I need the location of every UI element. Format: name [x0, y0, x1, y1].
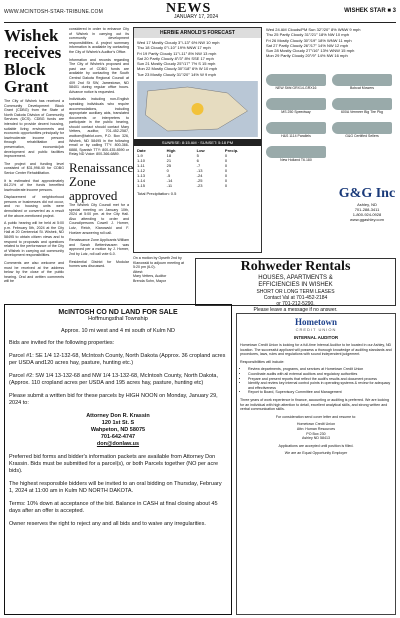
forecast-day: Fri 19 Partly Cloudy 11°/-11° 8% NW 13 mph	[137, 50, 217, 56]
until-filled: Applications are accepted until position is filled.	[278, 443, 354, 448]
list-item: • Report to Board, Supervisory Committee and Management	[248, 390, 392, 395]
table-cell: -25	[196, 178, 203, 184]
hometown-logo	[240, 317, 392, 332]
table-cell: 0	[224, 173, 228, 179]
paragraph: The project and funding level consisted of $31,998.40 for CDBG Senior Center Rehabilitation.	[4, 161, 64, 175]
equipment-image	[266, 98, 326, 110]
equipment-item	[332, 122, 392, 140]
table-cell: 0	[224, 158, 228, 164]
table-cell: 1-13	[137, 173, 146, 179]
equipment-image	[332, 74, 392, 86]
land-paragraph: Owner reserves the right to reject any and all bids and to waive any irregularities.	[9, 521, 206, 527]
forecast-day: Tue 23 Mostly Cloudy 31°/20° 14% W 9 mph	[137, 71, 217, 77]
equipment-item	[332, 74, 392, 92]
equipment-label: 600A Vermeer Big Tire Pkg	[340, 110, 384, 114]
column-header: Date	[137, 148, 146, 154]
renaissance-body	[69, 203, 129, 269]
column-header: High	[166, 148, 176, 154]
parcel-2: Parcel #2: SW 1/4 13-132-68 and NW 1/4 13-132-68, McIntosh County, North Dakota, (Approx. 110 cropland acres per USDA and 195 acres hay, pasture, hunting etc)	[9, 373, 219, 386]
column-header: Precip.	[224, 148, 239, 154]
issue-date: JANUARY 17, 2024	[174, 14, 219, 20]
equipment-image	[266, 146, 326, 158]
paragraph: Comments are also welcome and must be received at the address below by the close of the public hearing. Oral and written comments will be	[4, 261, 64, 284]
paragraph: Individuals including non-English speaking individuals who require accommodations, including appropriate auxiliary aids, translated documents or interpreters to participate in the public hearing, should contact should contact Mary Vetters, auditor, 701-452-2587, wcdtom@tablot.com, P.O. Box 326, Wishek, ND 58495 in the following email or by calling TTY: 800-366-6888, Spanish TTY: 800-435-8590 or Relay ND Voice: 800-366-6889.	[69, 97, 129, 157]
experience-text: Three years of work experience in finance, accounting or auditing is preferred. We are looking for an individual with high attention to detail, excellent analytical skills, and strong written and verbal communication skills.	[240, 397, 389, 412]
table-cell: 0	[224, 153, 228, 159]
total-precipitation: Total Precipitation: 0.5	[137, 191, 177, 197]
equipment-image	[266, 74, 326, 86]
page-label: WISHEK STAR ■ 3	[344, 8, 396, 14]
forecast-day: Thu 18 Cloudy 0°/-10° 19% NNW 17 mph	[137, 45, 211, 51]
block-grant-headline: Wishek receives Block Grant	[4, 26, 62, 96]
land-paragraph: Bids are invited for the following properties:	[9, 340, 115, 346]
site-url[interactable]: WWW.MCINTOSH-STAR-TRIBUNE.COM	[4, 9, 103, 15]
sunrise-sunset: SUNRISE: 8:15 AM · SUNSET: 5:18 PM	[134, 139, 261, 146]
forecast-day: Fri 26 Mostly Cloudy 30°/19° 18% WNW 11 mph	[266, 37, 352, 43]
table-cell: 18	[166, 153, 172, 159]
gg-phone: 701-288-3411	[354, 207, 380, 212]
table-cell: 0	[224, 163, 228, 169]
list-item: • Review departments, programs, and services at Hometown Credit Union	[248, 367, 392, 372]
land-location: Approx. 10 mi west and 4 mi south of Kulm ND	[60, 328, 176, 334]
block-grant-body	[4, 99, 64, 284]
table-cell: 1-15	[137, 183, 146, 189]
paragraph: Renaissance Zone Applicants William and Sarah Bettenhausen was approved per a motion by J. Horner, 2nd by Lutz, roll call vote 6-0.	[69, 238, 129, 256]
contact-text: For consideration send cover letter and resume to:	[275, 414, 357, 419]
list-item: • Prepare and present reports that reflect the audit's results and document process	[248, 377, 392, 382]
auditor-signature: Mary Vetters, Auditor	[133, 274, 167, 279]
address-line: Attn: Human Resources	[296, 426, 336, 431]
equipment-item	[332, 98, 392, 116]
hometown-logo-sub: CREDIT UNION	[295, 327, 337, 332]
land-township: Hoffmungsthal Township	[88, 316, 148, 322]
rohweder-title: Rohweder Rentals	[240, 259, 351, 274]
equipment-item	[266, 98, 326, 116]
land-paragraph: The highest responsible bidders will be invited to an oral bidding on Thursday, February 1, 2024 at 11:00 am in Kulm ND NORTH DAKOTA.	[9, 481, 222, 494]
job-intro: Hometown Credit Union is looking for a full-time Internal Auditor to be located in our Ashley, ND location. The successful applicant will possess a thorough knowledge of auditing standards and procedures, laws, rules and regulations with sound independent judgement.	[240, 343, 392, 357]
weather-forecast	[133, 27, 262, 253]
attorney-city: Wahpeton, ND 58075	[90, 427, 146, 433]
paragraph: considered in order to enhance City of Wishek in carrying out its community development responsibilities. A project summary information is available by contacting the City of Wishek's Auditor's Office.	[69, 27, 129, 54]
forecast-day: Mon 22 Mostly Cloudy 30°/18° 6% W 10 mph	[137, 66, 218, 72]
block-grant-story	[4, 27, 64, 287]
table-cell: -5	[166, 173, 171, 179]
map-graphic	[137, 81, 258, 137]
forecast-day: Sat 27 Partly Cloudy 26°/17° 14% NW 12 mph	[266, 42, 349, 48]
equipment-label: Bobcat Mowers	[349, 86, 375, 90]
table-cell: 0	[224, 168, 228, 174]
attest-label: Attest:	[133, 269, 144, 274]
forecast-days	[134, 38, 261, 79]
mayor-signature: Brenda Sohn, Mayor	[133, 278, 166, 283]
masthead	[4, 3, 396, 23]
paragraph: Displacement of neighborhood persons or businesses did not occur, and no housing units were demolished or converted as a result of the above-mentioned project.	[4, 195, 64, 218]
rohweder-contact: or 701-212-5290.	[276, 301, 315, 307]
table-cell: -11	[166, 183, 173, 189]
gg-tollfree: 1-800-924-0928	[352, 212, 382, 217]
equipment-item	[266, 74, 326, 92]
land-paragraph: Preferred bid forms and bidder's information packets are available from Attorney Don Krassin. Bids must be submitted for a parcel(s), or both Parcels together (NO per acre bids).	[9, 454, 219, 474]
table-cell: 1-11	[137, 163, 145, 169]
equipment-image	[332, 122, 392, 134]
extended-forecast	[266, 27, 396, 59]
notice-text: On a motion by Opseth 2nd by Klanowski to adjourn meeting at 5:20 pm (6-0).	[133, 256, 184, 270]
forecast-day: Sun 28 Mostly Cloudy 27°/16° 13% WNW 15 mph	[266, 48, 355, 54]
equipment-label: G&G Certified Sellers	[345, 134, 379, 138]
attorney-street: 120 1st St. S	[101, 420, 135, 426]
column-two	[69, 27, 134, 272]
job-title: INTERNAL AUDITOR	[293, 335, 339, 340]
block-grant-continued	[69, 27, 129, 157]
table-cell: 1-12	[137, 168, 146, 174]
paragraph: The City of Wishek has received a Community Development Block Grant (CDBG) from the State of North Dakota Division of Community Services (DCS). CDBG funds are intended to provide decent housing, suitable living environments and economic opportunities principally for low/moderate income persons through rehabilitation and preservation, economic/job development and public facilities improvement.	[4, 99, 64, 159]
hometown-address	[240, 422, 392, 440]
gg-inc-ad	[338, 186, 396, 222]
list-item: • Identify and review key internal control points in operating systems & review for adequacy and effectiveness	[248, 381, 392, 390]
attorney-email[interactable]: don@donlaw.us	[96, 441, 140, 447]
table-cell: 0	[224, 183, 228, 189]
table-cell: -13	[196, 168, 203, 174]
hometown-credit-union-ad	[236, 313, 396, 615]
forecast-day: Sun 21 Mostly Cloudy 25°/17° 7% S 15 mph	[137, 61, 216, 67]
table-cell: 6	[196, 158, 199, 164]
equipment-label: MS 250 Speedway	[281, 110, 311, 114]
equipment-image	[332, 98, 392, 110]
equipment-image	[266, 122, 326, 134]
table-cell: 1-10	[137, 158, 146, 164]
paragraph: The Wishek City Council met for a special meeting on January 10th, 2024 at 5:00 pm. at the City Hall. Also attending to order and Councilpersons Cowell J. Horner, Lutz, Reich, Klanowski and F. Hoelzer answering roll call.	[69, 203, 129, 235]
table-cell: -24	[196, 173, 203, 179]
responsibilities-list	[240, 367, 392, 395]
table-cell: 1-14	[137, 178, 146, 184]
rohweder-rentals-ad	[195, 258, 396, 313]
gg-logo: G&G Inc	[338, 186, 396, 201]
attorney-phone: 701-642-4747	[100, 434, 136, 440]
list-item: • Coordinate audits with all external auditors and regulatory authorities	[248, 372, 392, 377]
table-cell: 21	[166, 158, 172, 164]
table-cell: 5	[196, 153, 199, 159]
table-cell: -23	[196, 183, 203, 189]
rohweder-line: EFFICIENCIES IN WISHEK	[258, 282, 333, 288]
paragraph: Information and records regarding The City of Wishek's proposed and past use of CDBG funds are available by contacting the South Central Dakota Regional Council at 409 2nd St SW, Jamestown, ND 58401 during regular office hours. Advance notice is requested.	[69, 57, 129, 94]
renaissance-headline: Renaissance Zone approved	[69, 160, 134, 204]
table-cell: -14	[166, 178, 173, 184]
rohweder-line: SHORT OR LONG TERM LEASES	[256, 289, 335, 295]
paragraph: Residential District for Modular homes was discussed.	[69, 259, 129, 269]
forecast-day: Thu 25 Partly Cloudy 31°/21° 18% NW 10 mph	[266, 32, 350, 38]
weather-map	[137, 81, 258, 137]
forecast-day: Mon 29 Partly Cloudy 20°/9° 14% NW 16 mph	[266, 53, 348, 59]
forecast-day: Sat 20 Partly Cloudy 8°/3° 8% SSE 17 mph	[137, 55, 214, 61]
attorney-name: Attorney Don R. Krassin	[86, 413, 150, 419]
equipment-label: H&S 1114 Parallels	[281, 134, 311, 138]
attorney-address	[9, 413, 227, 448]
forecast-day: Wed 17 Mostly Cloudy 3°/-13° 6% NW 10 mph	[137, 40, 220, 45]
address-line: PO Box 230	[306, 431, 326, 436]
equipment-label: NEW Stihl GRX14-GRX16	[275, 86, 317, 90]
table-cell: -7	[196, 163, 201, 169]
parcel-1: Parcel #1: SE 1/4 12-132-68, McIntosh County, North Dakota (Approx. 36 cropland acres per USDA and120 acres hay, pasture, hunting etc.)	[9, 353, 226, 366]
address-line: Hometown Credit Union	[296, 422, 336, 427]
hometown-logo-text: Hometown	[295, 317, 337, 327]
responsibilities-label: Responsibilities will include:	[240, 359, 285, 364]
forecast-day: Wed 24 AM Clouds/PM Sun 32°/20° 8% WNW 9 mph	[266, 27, 361, 32]
forecast-title: HERBIE ARNOLD'S FORECAST	[134, 28, 261, 38]
address-line: Ashley ND 58413	[302, 436, 330, 441]
column-header: Low	[196, 148, 205, 154]
equipment-item	[266, 122, 326, 140]
table-cell: 0	[166, 168, 169, 174]
table-cell: 25	[166, 163, 172, 169]
paragraph: It is estimated that approximately 84.21% of the funds benefited low/moderate income persons.	[4, 178, 64, 192]
paragraph: A public hearing will be held at 5:00 p.m. February 5th, 2024 at the City Hall at 20 Centennial St. Wishek, ND 58495 to obtain citizen views and to respond to proposals and questions related to the performance of the City of Wishek in carrying out community development responsibilities.	[4, 221, 64, 258]
weather-history-table	[134, 148, 261, 188]
table-cell: 0	[224, 178, 228, 184]
gg-website[interactable]: www.ggashley.com	[350, 217, 384, 222]
rohweder-contact: Contact Val at 701-452-2184	[263, 295, 328, 301]
rohweder-line: HOUSES, APARTMENTS &	[258, 275, 333, 281]
bid-instructions: Please submit a written bid for these parcels by HIGH NOON on Monday, January 29, 2024 to:	[9, 393, 218, 406]
equipment-ad	[266, 74, 396, 192]
land-for-sale-ad	[4, 304, 232, 615]
eoe-text: We are an Equal Opportunity Employer	[284, 451, 348, 456]
equipment-item	[266, 146, 326, 164]
land-heading: McINTOSH CO ND LAND FOR SALE	[58, 309, 178, 316]
rohweder-note: Please leave a message if no answer.	[253, 307, 338, 313]
gg-city: Ashley, ND	[357, 202, 377, 207]
equipment-label: New Holland T6.180	[280, 158, 312, 162]
table-cell: 1-9	[137, 153, 143, 159]
section-title: NEWS	[166, 1, 212, 16]
land-paragraph: Terms: 10% down at acceptance of the bid. Balance in CASH at final closing about 45 days after an offer is accepted.	[9, 501, 218, 514]
